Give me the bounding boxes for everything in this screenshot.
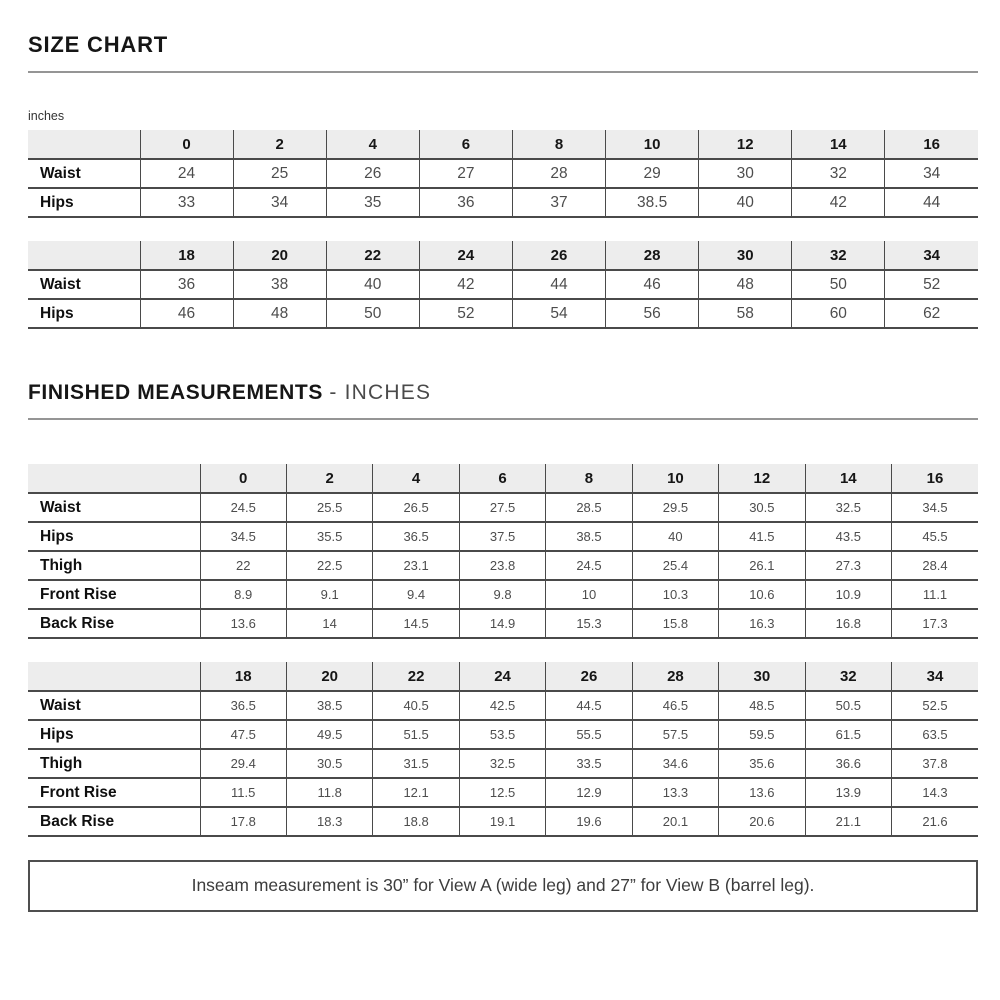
size-column-header: 10 xyxy=(632,464,718,493)
measurement-cell: 40 xyxy=(699,188,792,217)
size-header-row xyxy=(28,662,978,691)
measurement-cell: 25 xyxy=(233,159,326,188)
measurement-cell: 61.5 xyxy=(805,720,891,749)
measurement-cell: 52 xyxy=(419,299,512,328)
size-column-header: 6 xyxy=(459,464,545,493)
measurement-cell: 15.8 xyxy=(632,609,718,638)
corner-cell xyxy=(28,130,140,159)
measurement-cell: 29 xyxy=(606,159,699,188)
measurement-cell: 18.8 xyxy=(373,807,459,836)
size-column-header: 12 xyxy=(699,130,792,159)
measurement-cell: 13.6 xyxy=(200,609,286,638)
measurement-cell: 44.5 xyxy=(546,691,632,720)
size-column-header: 26 xyxy=(512,241,605,270)
measurement-row xyxy=(28,749,978,778)
measurement-cell: 48.5 xyxy=(719,691,805,720)
size-column-header: 4 xyxy=(373,464,459,493)
measurement-cell: 37.8 xyxy=(892,749,979,778)
row-label: Waist xyxy=(28,493,200,522)
measurement-cell: 44 xyxy=(885,188,978,217)
measurement-cell: 58 xyxy=(699,299,792,328)
size-column-header: 24 xyxy=(419,241,512,270)
row-label: Waist xyxy=(28,270,140,299)
measurement-cell: 21.6 xyxy=(892,807,979,836)
measurement-cell: 25.5 xyxy=(286,493,372,522)
measurement-cell: 38.5 xyxy=(546,522,632,551)
measurement-cell: 50 xyxy=(792,270,885,299)
measurement-cell: 15.3 xyxy=(546,609,632,638)
measurement-cell: 38.5 xyxy=(606,188,699,217)
measurement-cell: 32.5 xyxy=(459,749,545,778)
size-column-header: 28 xyxy=(606,241,699,270)
measurement-cell: 24 xyxy=(140,159,233,188)
measurement-cell: 37 xyxy=(512,188,605,217)
measurement-cell: 34.6 xyxy=(632,749,718,778)
measurement-cell: 56 xyxy=(606,299,699,328)
size-column-header: 24 xyxy=(459,662,545,691)
measurement-cell: 57.5 xyxy=(632,720,718,749)
size-column-header: 10 xyxy=(606,130,699,159)
size-column-header: 32 xyxy=(792,241,885,270)
measurement-row xyxy=(28,609,978,638)
measurement-cell: 34.5 xyxy=(200,522,286,551)
size-column-header: 14 xyxy=(792,130,885,159)
measurement-row xyxy=(28,691,978,720)
measurement-cell: 28.4 xyxy=(892,551,979,580)
measurement-row xyxy=(28,720,978,749)
measurement-cell: 52 xyxy=(885,270,978,299)
measurement-cell: 59.5 xyxy=(719,720,805,749)
body-size-table-18-34 xyxy=(28,241,978,329)
measurement-cell: 62 xyxy=(885,299,978,328)
measurement-cell: 40 xyxy=(632,522,718,551)
measurement-cell: 42 xyxy=(419,270,512,299)
row-label: Waist xyxy=(28,159,140,188)
size-column-header: 0 xyxy=(200,464,286,493)
size-column-header: 2 xyxy=(233,130,326,159)
measurement-cell: 46.5 xyxy=(632,691,718,720)
size-column-header: 26 xyxy=(546,662,632,691)
finished-title-main: FINISHED MEASUREMENTS xyxy=(28,381,323,404)
row-label: Back Rise xyxy=(28,807,200,836)
finished-table-18-34 xyxy=(28,662,978,837)
measurement-cell: 26.1 xyxy=(719,551,805,580)
measurement-cell: 10.3 xyxy=(632,580,718,609)
measurement-row xyxy=(28,493,978,522)
row-label: Front Rise xyxy=(28,778,200,807)
measurement-cell: 48 xyxy=(699,270,792,299)
measurement-cell: 36.6 xyxy=(805,749,891,778)
size-column-header: 6 xyxy=(419,130,512,159)
measurement-cell: 11.5 xyxy=(200,778,286,807)
measurement-cell: 28.5 xyxy=(546,493,632,522)
inseam-note-text: Inseam measurement is 30” for View A (wide leg) and 27” for View B (barrel leg). xyxy=(191,875,815,895)
measurement-cell: 20.1 xyxy=(632,807,718,836)
measurement-cell: 47.5 xyxy=(200,720,286,749)
size-column-header: 20 xyxy=(233,241,326,270)
measurement-cell: 19.1 xyxy=(459,807,545,836)
measurement-cell: 46 xyxy=(140,299,233,328)
measurement-cell: 28 xyxy=(512,159,605,188)
measurement-cell: 33.5 xyxy=(546,749,632,778)
measurement-cell: 31.5 xyxy=(373,749,459,778)
row-label: Front Rise xyxy=(28,580,200,609)
measurement-cell: 20.6 xyxy=(719,807,805,836)
measurement-cell: 10 xyxy=(546,580,632,609)
size-column-header: 8 xyxy=(512,130,605,159)
measurement-cell: 27.5 xyxy=(459,493,545,522)
size-column-header: 28 xyxy=(632,662,718,691)
measurement-cell: 9.8 xyxy=(459,580,545,609)
measurement-cell: 10.6 xyxy=(719,580,805,609)
measurement-cell: 16.8 xyxy=(805,609,891,638)
unit-label: inches xyxy=(28,109,65,123)
measurement-cell: 33 xyxy=(140,188,233,217)
measurement-cell: 9.4 xyxy=(373,580,459,609)
size-header-row xyxy=(28,464,978,493)
measurement-cell: 38 xyxy=(233,270,326,299)
measurement-cell: 36 xyxy=(140,270,233,299)
size-column-header: 8 xyxy=(546,464,632,493)
size-column-header: 22 xyxy=(373,662,459,691)
measurement-cell: 30.5 xyxy=(286,749,372,778)
measurement-cell: 41.5 xyxy=(719,522,805,551)
size-column-header: 20 xyxy=(286,662,372,691)
measurement-cell: 44 xyxy=(512,270,605,299)
measurement-cell: 27 xyxy=(419,159,512,188)
measurement-cell: 34.5 xyxy=(892,493,979,522)
size-column-header: 14 xyxy=(805,464,891,493)
measurement-cell: 9.1 xyxy=(286,580,372,609)
measurement-cell: 35.6 xyxy=(719,749,805,778)
size-header-row xyxy=(28,241,978,270)
measurement-cell: 17.8 xyxy=(200,807,286,836)
measurement-cell: 27.3 xyxy=(805,551,891,580)
measurement-cell: 14.9 xyxy=(459,609,545,638)
measurement-cell: 14.3 xyxy=(892,778,979,807)
measurement-row xyxy=(28,807,978,836)
measurement-cell: 26 xyxy=(326,159,419,188)
measurement-cell: 24.5 xyxy=(546,551,632,580)
measurement-cell: 18.3 xyxy=(286,807,372,836)
measurement-cell: 51.5 xyxy=(373,720,459,749)
measurement-cell: 22.5 xyxy=(286,551,372,580)
corner-cell xyxy=(28,464,200,493)
size-column-header: 2 xyxy=(286,464,372,493)
measurement-cell: 38.5 xyxy=(286,691,372,720)
measurement-cell: 22 xyxy=(200,551,286,580)
row-label: Thigh xyxy=(28,551,200,580)
finished-title-divider xyxy=(28,418,978,420)
finished-title-sub: - INCHES xyxy=(329,381,432,404)
size-column-header: 0 xyxy=(140,130,233,159)
measurement-cell: 54 xyxy=(512,299,605,328)
measurement-cell: 45.5 xyxy=(892,522,979,551)
row-label: Thigh xyxy=(28,749,200,778)
measurement-cell: 40.5 xyxy=(373,691,459,720)
measurement-cell: 13.9 xyxy=(805,778,891,807)
size-column-header: 12 xyxy=(719,464,805,493)
measurement-cell: 24.5 xyxy=(200,493,286,522)
measurement-cell: 10.9 xyxy=(805,580,891,609)
measurement-cell: 30.5 xyxy=(719,493,805,522)
measurement-cell: 26.5 xyxy=(373,493,459,522)
measurement-cell: 35 xyxy=(326,188,419,217)
measurement-cell: 14 xyxy=(286,609,372,638)
measurement-cell: 50 xyxy=(326,299,419,328)
size-column-header: 18 xyxy=(200,662,286,691)
size-column-header: 30 xyxy=(719,662,805,691)
finished-table-0-16 xyxy=(28,464,978,639)
row-label: Hips xyxy=(28,188,140,217)
measurement-cell: 49.5 xyxy=(286,720,372,749)
measurement-cell: 29.5 xyxy=(632,493,718,522)
measurement-row xyxy=(28,522,978,551)
row-label: Hips xyxy=(28,720,200,749)
measurement-cell: 46 xyxy=(606,270,699,299)
row-label: Hips xyxy=(28,522,200,551)
row-label: Back Rise xyxy=(28,609,200,638)
size-column-header: 32 xyxy=(805,662,891,691)
measurement-row xyxy=(28,270,978,299)
size-header-row xyxy=(28,130,978,159)
measurement-cell: 63.5 xyxy=(892,720,979,749)
measurement-cell: 60 xyxy=(792,299,885,328)
size-column-header: 34 xyxy=(885,241,978,270)
measurement-cell: 34 xyxy=(885,159,978,188)
measurement-cell: 11.1 xyxy=(892,580,979,609)
measurement-cell: 52.5 xyxy=(892,691,979,720)
row-label: Hips xyxy=(28,299,140,328)
inseam-note-box xyxy=(28,860,978,912)
measurement-cell: 23.1 xyxy=(373,551,459,580)
measurement-cell: 50.5 xyxy=(805,691,891,720)
measurement-cell: 32.5 xyxy=(805,493,891,522)
title-divider xyxy=(28,71,978,73)
row-label: Waist xyxy=(28,691,200,720)
measurement-cell: 16.3 xyxy=(719,609,805,638)
size-column-header: 16 xyxy=(892,464,979,493)
measurement-cell: 29.4 xyxy=(200,749,286,778)
measurement-cell: 17.3 xyxy=(892,609,979,638)
size-column-header: 30 xyxy=(699,241,792,270)
measurement-cell: 12.1 xyxy=(373,778,459,807)
measurement-row xyxy=(28,551,978,580)
measurement-cell: 55.5 xyxy=(546,720,632,749)
page-title: SIZE CHART xyxy=(28,32,168,57)
measurement-cell: 13.6 xyxy=(719,778,805,807)
size-column-header: 16 xyxy=(885,130,978,159)
size-column-header: 18 xyxy=(140,241,233,270)
measurement-cell: 25.4 xyxy=(632,551,718,580)
measurement-cell: 42 xyxy=(792,188,885,217)
measurement-cell: 36.5 xyxy=(373,522,459,551)
measurement-cell: 12.9 xyxy=(546,778,632,807)
measurement-row xyxy=(28,778,978,807)
measurement-cell: 11.8 xyxy=(286,778,372,807)
measurement-cell: 36 xyxy=(419,188,512,217)
measurement-cell: 21.1 xyxy=(805,807,891,836)
size-column-header: 34 xyxy=(892,662,979,691)
measurement-cell: 23.8 xyxy=(459,551,545,580)
measurement-cell: 42.5 xyxy=(459,691,545,720)
corner-cell xyxy=(28,241,140,270)
measurement-row xyxy=(28,188,978,217)
measurement-cell: 32 xyxy=(792,159,885,188)
measurement-cell: 14.5 xyxy=(373,609,459,638)
measurement-cell: 40 xyxy=(326,270,419,299)
measurement-cell: 30 xyxy=(699,159,792,188)
measurement-row xyxy=(28,299,978,328)
measurement-cell: 53.5 xyxy=(459,720,545,749)
measurement-row xyxy=(28,580,978,609)
measurement-cell: 19.6 xyxy=(546,807,632,836)
measurement-cell: 35.5 xyxy=(286,522,372,551)
corner-cell xyxy=(28,662,200,691)
measurement-cell: 34 xyxy=(233,188,326,217)
size-column-header: 22 xyxy=(326,241,419,270)
measurement-cell: 36.5 xyxy=(200,691,286,720)
measurement-cell: 48 xyxy=(233,299,326,328)
measurement-row xyxy=(28,159,978,188)
measurement-cell: 43.5 xyxy=(805,522,891,551)
finished-measurements-title xyxy=(28,381,978,405)
measurement-cell: 37.5 xyxy=(459,522,545,551)
measurement-cell: 12.5 xyxy=(459,778,545,807)
measurement-cell: 8.9 xyxy=(200,580,286,609)
measurement-cell: 13.3 xyxy=(632,778,718,807)
size-column-header: 4 xyxy=(326,130,419,159)
body-size-table-0-16 xyxy=(28,130,978,218)
